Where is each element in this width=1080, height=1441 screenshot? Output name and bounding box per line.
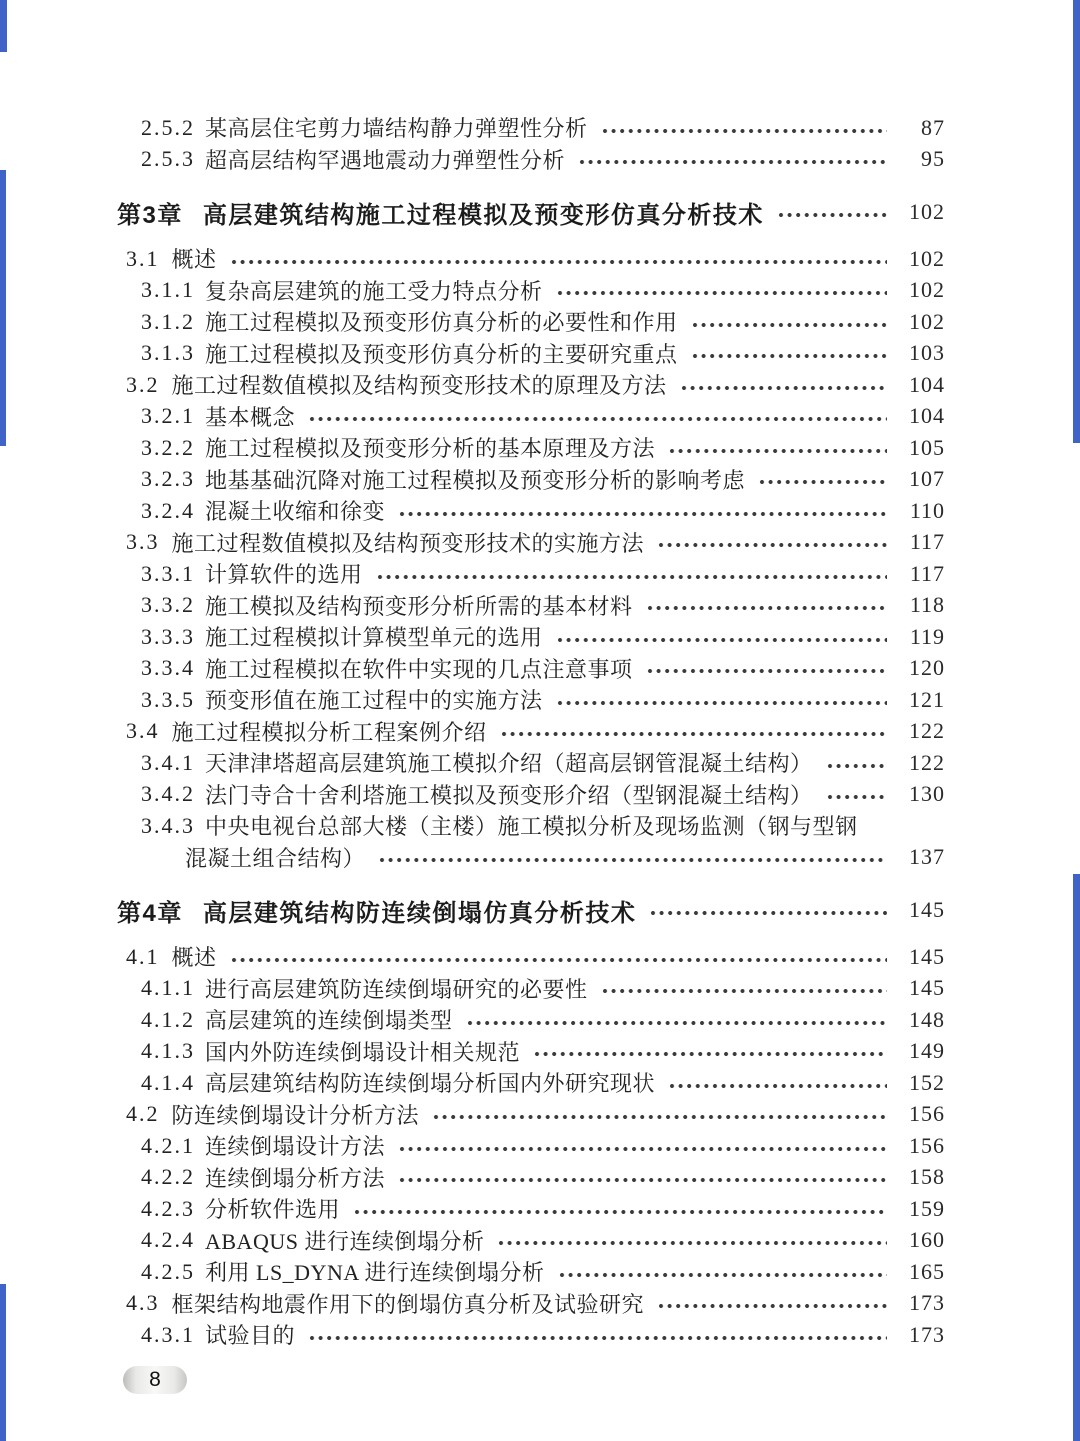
entry-title: 基本概念 bbox=[205, 404, 296, 430]
dotted-leader bbox=[433, 1114, 887, 1120]
toc-entry-row bbox=[0, 432, 945, 464]
dotted-leader bbox=[827, 763, 887, 769]
entry-title: 施工过程模拟计算模型单元的选用 bbox=[205, 625, 543, 651]
toc-entry-row bbox=[0, 973, 945, 1005]
entry-title: 施工过程模拟分析工程案例介绍 bbox=[171, 719, 487, 745]
entry-page-number: 156 bbox=[909, 1132, 945, 1158]
toc-entry-row bbox=[0, 243, 945, 275]
entry-number: 3.3 bbox=[126, 529, 160, 555]
toc-entry-row bbox=[0, 1004, 945, 1036]
dotted-leader bbox=[579, 159, 887, 165]
dotted-leader bbox=[309, 416, 887, 422]
entry-number: 4.1.2 bbox=[141, 1006, 195, 1032]
entry-title: 高层建筑结构防连续倒塌仿真分析技术 bbox=[202, 899, 637, 927]
dotted-leader bbox=[379, 857, 887, 863]
toc-entry-row bbox=[0, 941, 945, 973]
entry-number: 4.2.1 bbox=[141, 1132, 195, 1158]
entry-title: 天津津塔超高层建筑施工模拟介绍（超高层钢管混凝土结构） bbox=[205, 751, 813, 777]
entry-number: 3.1 bbox=[126, 245, 160, 271]
toc-entry-row bbox=[0, 338, 945, 370]
dotted-leader bbox=[534, 1051, 887, 1057]
toc-entry-row bbox=[0, 558, 945, 590]
entry-page-number: 102 bbox=[909, 277, 945, 303]
dotted-leader bbox=[557, 290, 887, 296]
toc-entry-row bbox=[0, 842, 945, 874]
toc-entry-row bbox=[0, 369, 945, 401]
entry-title: 施工过程数值模拟及结构预变形技术的原理及方法 bbox=[171, 373, 667, 399]
entry-number: 3.3.5 bbox=[141, 686, 195, 712]
toc-entry-row bbox=[0, 464, 945, 496]
entry-title: 高层建筑结构施工过程模拟及预变形仿真分析技术 bbox=[202, 201, 764, 229]
dotted-leader bbox=[467, 1020, 887, 1026]
entry-page-number: 117 bbox=[909, 529, 945, 555]
toc-entry-row bbox=[0, 112, 945, 144]
entry-number: 3.3.2 bbox=[141, 592, 195, 618]
toc-entry-row bbox=[0, 144, 945, 176]
toc-entry-row bbox=[0, 779, 945, 811]
dotted-leader bbox=[309, 1335, 887, 1341]
dotted-leader bbox=[602, 128, 887, 134]
entry-number: 3.3.4 bbox=[141, 655, 195, 681]
toc-entry-row bbox=[0, 495, 945, 527]
entry-title: 混凝土组合结构） bbox=[185, 845, 366, 871]
toc-entry-row bbox=[0, 1256, 945, 1288]
entry-number: 4.1.3 bbox=[141, 1038, 195, 1064]
entry-number: 3.4.3 bbox=[141, 812, 195, 838]
dotted-leader bbox=[501, 731, 887, 737]
dotted-leader bbox=[354, 1209, 887, 1215]
entry-number: 第3章 bbox=[117, 201, 183, 229]
toc-entry-row bbox=[0, 1288, 945, 1320]
page-number: 8 bbox=[149, 1368, 161, 1391]
toc-entry-row bbox=[0, 716, 945, 748]
entry-page-number: 148 bbox=[909, 1006, 945, 1032]
toc-entry-row bbox=[0, 1319, 945, 1351]
entry-number: 2.5.3 bbox=[141, 146, 195, 172]
dotted-leader bbox=[231, 957, 887, 963]
toc-entry-row bbox=[0, 653, 945, 685]
entry-page-number: 149 bbox=[909, 1038, 945, 1064]
entry-page-number: 173 bbox=[909, 1321, 945, 1347]
entry-number: 4.2.3 bbox=[141, 1195, 195, 1221]
toc-entry-row bbox=[0, 1225, 945, 1257]
toc-entry-row bbox=[0, 1036, 945, 1068]
dotted-leader bbox=[559, 1272, 887, 1278]
entry-number: 4.1.4 bbox=[141, 1069, 195, 1095]
toc-entry-row bbox=[0, 1099, 945, 1131]
toc-entry-row bbox=[0, 590, 945, 622]
entry-title: 施工过程模拟及预变形分析的基本原理及方法 bbox=[205, 436, 656, 462]
dotted-leader bbox=[647, 605, 887, 611]
entry-number: 4.2.4 bbox=[141, 1227, 195, 1253]
toc-entry-row bbox=[0, 1067, 945, 1099]
entry-title: 中央电视台总部大楼（主楼）施工模拟分析及现场监测（钢与型钢 bbox=[205, 814, 858, 840]
entry-page-number: 103 bbox=[909, 340, 945, 366]
entry-title: 连续倒塌分析方法 bbox=[205, 1165, 386, 1191]
toc-entry-row bbox=[0, 1193, 945, 1225]
dotted-leader bbox=[377, 574, 887, 580]
entry-title: 混凝土收缩和徐变 bbox=[205, 499, 386, 525]
entry-page-number: 102 bbox=[909, 308, 945, 334]
entry-number: 3.2.2 bbox=[141, 434, 195, 460]
dotted-leader bbox=[602, 988, 887, 994]
entry-page-number: 104 bbox=[909, 403, 945, 429]
entry-page-number: 173 bbox=[909, 1290, 945, 1316]
entry-title: 连续倒塌设计方法 bbox=[205, 1134, 386, 1160]
entry-title: 国内外防连续倒塌设计相关规范 bbox=[205, 1039, 521, 1065]
entry-number: 3.4.2 bbox=[141, 781, 195, 807]
entry-page-number: 107 bbox=[909, 466, 945, 492]
entry-page-number: 130 bbox=[909, 781, 945, 807]
dotted-leader bbox=[231, 259, 887, 265]
dotted-leader bbox=[557, 700, 887, 706]
entry-page-number: 145 bbox=[909, 897, 945, 922]
entry-title: 预变形值在施工过程中的实施方法 bbox=[205, 688, 543, 714]
entry-title: 施工过程模拟在软件中实现的几点注意事项 bbox=[205, 656, 633, 682]
entry-page-number: 152 bbox=[909, 1069, 945, 1095]
entry-number: 4.3 bbox=[126, 1290, 160, 1316]
entry-page-number: 118 bbox=[909, 592, 945, 618]
entry-number: 3.2.4 bbox=[141, 497, 195, 523]
dotted-leader bbox=[669, 1083, 887, 1089]
toc-entry-row bbox=[0, 1162, 945, 1194]
entry-title: 施工模拟及结构预变形分析所需的基本材料 bbox=[205, 593, 633, 619]
entry-page-number: 104 bbox=[909, 371, 945, 397]
entry-title: 利用 LS_DYNA 进行连续倒塌分析 bbox=[205, 1260, 545, 1286]
entry-title: 地基基础沉降对施工过程模拟及预变形分析的影响考虑 bbox=[205, 467, 746, 493]
entry-page-number: 102 bbox=[909, 199, 945, 224]
toc-entry-row bbox=[0, 306, 945, 338]
entry-number: 3.4.1 bbox=[141, 749, 195, 775]
entry-title: 防连续倒塌设计分析方法 bbox=[171, 1102, 420, 1128]
entry-page-number: 120 bbox=[909, 655, 945, 681]
entry-title: 施工过程模拟及预变形仿真分析的主要研究重点 bbox=[205, 341, 678, 367]
entry-page-number: 87 bbox=[921, 114, 945, 140]
entry-page-number: 165 bbox=[909, 1258, 945, 1284]
entry-number: 3.4 bbox=[126, 718, 160, 744]
dotted-leader bbox=[669, 448, 887, 454]
entry-page-number: 122 bbox=[909, 718, 945, 744]
dotted-leader bbox=[399, 1177, 887, 1183]
dotted-leader bbox=[827, 794, 887, 800]
entry-page-number: 121 bbox=[909, 686, 945, 712]
entry-title: 分析软件选用 bbox=[205, 1197, 341, 1223]
dotted-leader bbox=[759, 479, 887, 485]
entry-page-number: 145 bbox=[909, 943, 945, 969]
entry-title: 施工过程模拟及预变形仿真分析的必要性和作用 bbox=[205, 310, 678, 336]
entry-page-number: 110 bbox=[909, 497, 945, 523]
toc-entry-row bbox=[0, 810, 945, 842]
dotted-leader bbox=[692, 353, 887, 359]
entry-title: 框架结构地震作用下的倒塌仿真分析及试验研究 bbox=[171, 1291, 645, 1317]
entry-title: 超高层结构罕遇地震动力弹塑性分析 bbox=[205, 147, 566, 173]
dotted-leader bbox=[681, 385, 887, 391]
toc-entry-row bbox=[0, 527, 945, 559]
dotted-leader bbox=[399, 511, 887, 517]
dotted-leader bbox=[498, 1240, 887, 1246]
entry-title: 法门寺合十舍利塔施工模拟及预变形介绍（型钢混凝土结构） bbox=[205, 782, 813, 808]
entry-page-number: 159 bbox=[909, 1195, 945, 1221]
entry-number: 4.2.5 bbox=[141, 1258, 195, 1284]
entry-title: 某高层住宅剪力墙结构静力弹塑性分析 bbox=[205, 116, 588, 142]
entry-title: 复杂高层建筑的施工受力特点分析 bbox=[205, 278, 543, 304]
dotted-leader bbox=[692, 322, 887, 328]
entry-page-number: 156 bbox=[909, 1101, 945, 1127]
entry-number: 3.1.1 bbox=[141, 277, 195, 303]
entry-page-number: 158 bbox=[909, 1164, 945, 1190]
entry-number: 4.2.2 bbox=[141, 1164, 195, 1190]
entry-number: 4.1.1 bbox=[141, 975, 195, 1001]
entry-number: 第4章 bbox=[117, 899, 183, 927]
entry-number: 3.3.3 bbox=[141, 623, 195, 649]
dotted-leader bbox=[650, 910, 887, 916]
entry-page-number: 119 bbox=[909, 623, 945, 649]
dotted-leader bbox=[658, 1303, 887, 1309]
page-number-pill bbox=[123, 1366, 187, 1394]
entry-number: 4.2 bbox=[126, 1101, 160, 1127]
entry-page-number: 137 bbox=[909, 844, 945, 870]
dotted-leader bbox=[399, 1146, 887, 1152]
toc-entry-row bbox=[0, 621, 945, 653]
entry-number: 3.2 bbox=[126, 371, 160, 397]
dotted-leader bbox=[647, 668, 887, 674]
entry-number: 4.3.1 bbox=[141, 1321, 195, 1347]
toc-entry-row bbox=[0, 684, 945, 716]
entry-page-number: 102 bbox=[909, 245, 945, 271]
entry-page-number: 145 bbox=[909, 975, 945, 1001]
entry-title: 概述 bbox=[171, 247, 217, 273]
entry-title: 试验目的 bbox=[205, 1323, 296, 1349]
entry-number: 3.1.2 bbox=[141, 308, 195, 334]
entry-number: 2.5.2 bbox=[141, 114, 195, 140]
entry-page-number: 160 bbox=[909, 1227, 945, 1253]
entry-number: 3.1.3 bbox=[141, 340, 195, 366]
toc-chapter-row bbox=[0, 887, 945, 933]
toc-entry-row bbox=[0, 1130, 945, 1162]
entry-title: 计算软件的选用 bbox=[205, 562, 363, 588]
entry-title: 高层建筑结构防连续倒塌分析国内外研究现状 bbox=[205, 1071, 656, 1097]
toc-chapter-row bbox=[0, 189, 945, 235]
toc-entry-row bbox=[0, 401, 945, 433]
toc-entry-row bbox=[0, 275, 945, 307]
entry-page-number: 95 bbox=[921, 146, 945, 172]
entry-title: 高层建筑的连续倒塌类型 bbox=[205, 1008, 453, 1034]
entry-page-number: 105 bbox=[909, 434, 945, 460]
dotted-leader bbox=[778, 212, 887, 218]
entry-page-number: 117 bbox=[909, 560, 945, 586]
entry-title: 施工过程数值模拟及结构预变形技术的实施方法 bbox=[171, 530, 645, 556]
dotted-leader bbox=[658, 542, 887, 548]
dotted-leader bbox=[557, 637, 887, 643]
entry-title: 概述 bbox=[171, 945, 217, 971]
entry-page-number: 122 bbox=[909, 749, 945, 775]
entry-title: 进行高层建筑防连续倒塌研究的必要性 bbox=[205, 976, 588, 1002]
entry-number: 4.1 bbox=[126, 943, 160, 969]
toc-entry-row bbox=[0, 747, 945, 779]
entry-number: 3.2.3 bbox=[141, 466, 195, 492]
entry-number: 3.3.1 bbox=[141, 560, 195, 586]
entry-title: ABAQUS 进行连续倒塌分析 bbox=[205, 1228, 485, 1254]
entry-number: 3.2.1 bbox=[141, 403, 195, 429]
